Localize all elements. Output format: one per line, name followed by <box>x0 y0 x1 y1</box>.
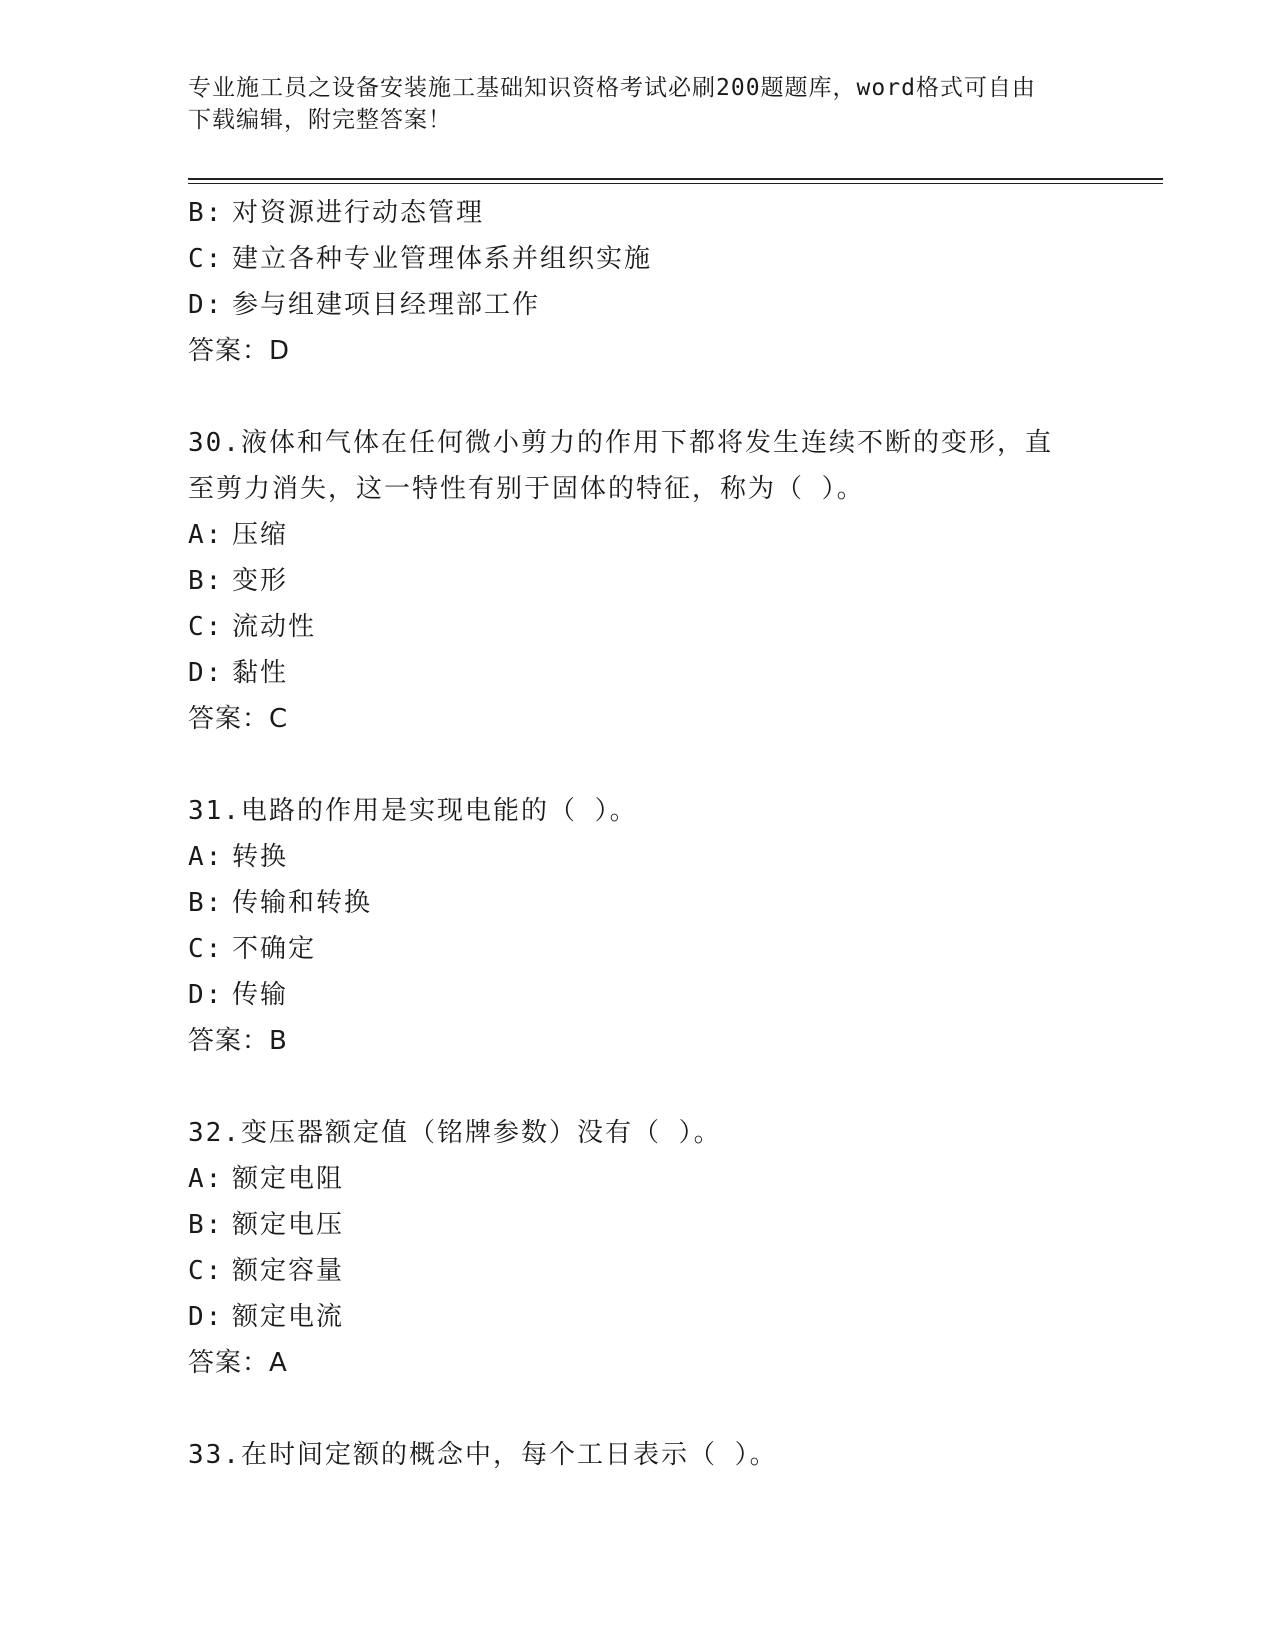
option-b: B: 变形 <box>188 566 289 596</box>
question-30 <box>188 420 1163 742</box>
question-stem: 31.电路的作用是实现电能的（ ）。 <box>188 796 638 826</box>
question-stem: 30.液体和气体在任何微小剪力的作用下都将发生连续不断的变形，直 <box>188 428 1053 458</box>
question-stem-continued: 至剪力消失，这一特性有别于固体的特征，称为（ ）。 <box>188 474 865 504</box>
question-stem: 32.变压器额定值（铭牌参数）没有（ ）。 <box>188 1118 722 1148</box>
option-c: C: 不确定 <box>188 934 317 964</box>
question-33 <box>188 1432 1163 1478</box>
option-c: C: 流动性 <box>188 612 317 642</box>
document-header <box>188 72 1088 136</box>
answer-line: 答案：C <box>188 704 289 734</box>
question-31 <box>188 788 1163 1064</box>
option-d: D: 黏性 <box>188 658 289 688</box>
question-list <box>188 190 1163 1478</box>
answer-line: 答案：B <box>188 1026 288 1056</box>
spacer <box>188 1064 1163 1110</box>
answer-line: 答案：A <box>188 1348 288 1378</box>
spacer <box>188 742 1163 788</box>
question-32 <box>188 1110 1163 1386</box>
header-line-2: 下载编辑，附完整答案！ <box>188 107 452 133</box>
header-line-1: 专业施工员之设备安装施工基础知识资格考试必刷200题题库，word格式可自由 <box>188 75 1036 101</box>
option-a: A: 转换 <box>188 842 289 872</box>
option-b: B: 额定电压 <box>188 1210 345 1240</box>
option-b: B: 对资源进行动态管理 <box>188 198 485 228</box>
question-29-continuation <box>188 190 1163 374</box>
option-d: D: 额定电流 <box>188 1302 345 1332</box>
answer-line: 答案：D <box>188 336 291 366</box>
option-d: D: 参与组建项目经理部工作 <box>188 290 541 320</box>
option-a: A: 额定电阻 <box>188 1164 345 1194</box>
option-a: A: 压缩 <box>188 520 289 550</box>
question-stem: 33.在时间定额的概念中，每个工日表示（ ）。 <box>188 1440 778 1470</box>
header-divider-thick <box>188 178 1163 180</box>
spacer <box>188 374 1163 420</box>
option-c: C: 建立各种专业管理体系并组织实施 <box>188 244 653 274</box>
option-c: C: 额定容量 <box>188 1256 345 1286</box>
option-d: D: 传输 <box>188 980 289 1010</box>
spacer <box>188 1386 1163 1432</box>
option-b: B: 传输和转换 <box>188 888 373 918</box>
header-divider-thin <box>188 183 1163 184</box>
